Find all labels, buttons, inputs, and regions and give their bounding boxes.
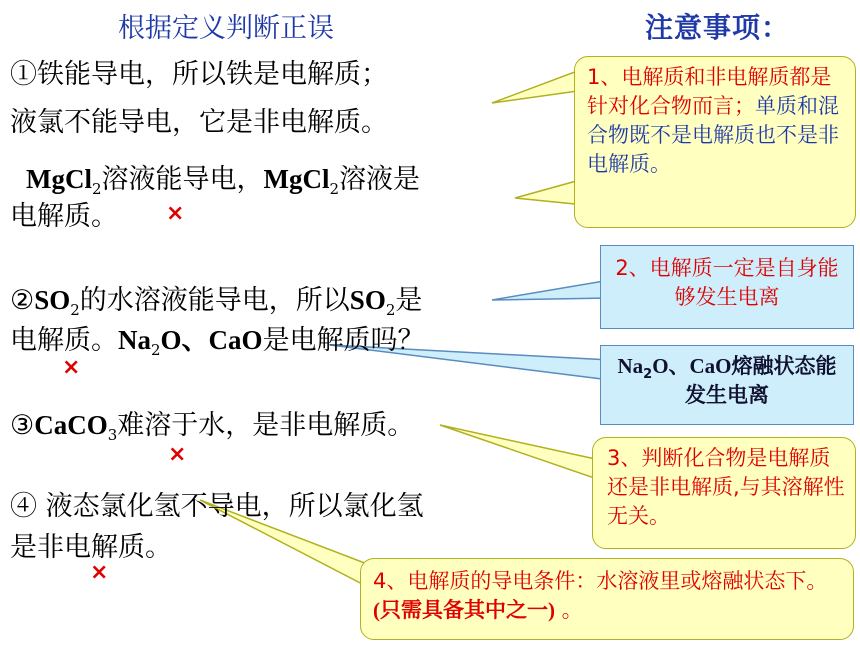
note-1-text: 1、电解质和非电解质都是针对化合物而言； xyxy=(587,65,832,118)
text-part: 的水溶液能导电，所以 xyxy=(79,285,350,316)
note-3-text: 3、判断化合物是电解质还是非电解质,与其溶解性无关。 xyxy=(607,446,845,528)
note-3-box xyxy=(592,437,856,549)
statement-1b-line1 xyxy=(26,162,420,197)
sub-2: 2 xyxy=(329,180,340,198)
formula-so2-b: SO xyxy=(349,285,386,315)
statement-2-line2 xyxy=(10,323,425,358)
formula-na2o: Na xyxy=(118,325,151,355)
note-4-text: 4、电解质的导电条件：水溶液里或熔融状态下。 xyxy=(373,569,828,593)
note-2b-text xyxy=(617,354,836,407)
page-title: 根据定义判断正误 xyxy=(118,13,334,44)
pointer-note2 xyxy=(492,280,610,300)
wrong-mark-3: × xyxy=(168,442,187,467)
sub-2: 2 xyxy=(151,341,161,359)
wrong-mark-1: × xyxy=(166,201,185,226)
note-4-box xyxy=(360,558,854,640)
note-2-text: 2、电解质一定是自身能够发生电离 xyxy=(615,256,839,309)
formula-cao: O、CaO xyxy=(160,325,263,355)
text-part: ③ xyxy=(10,410,35,441)
note-1-box xyxy=(574,56,856,228)
statement-1-line1: ①铁能导电，所以铁是电解质； xyxy=(10,59,388,90)
statement-1-line2: 液氯不能导电，它是非电解质。 xyxy=(10,107,388,138)
note-4-end: 。 xyxy=(555,598,583,622)
text-part: 溶液能导电， xyxy=(101,164,264,195)
sub-2: 2 xyxy=(385,301,396,319)
text-part: 溶液是 xyxy=(339,164,421,195)
pointer-note1-a xyxy=(492,70,585,103)
sub-2: 2 xyxy=(643,367,653,382)
text-part: 电解质。 xyxy=(10,325,118,356)
notes-title: 注意事项： xyxy=(645,11,791,44)
statement-4-line2: 是非电解质。 xyxy=(10,532,172,563)
wrong-mark-2: × xyxy=(62,355,81,380)
statement-3 xyxy=(10,408,414,443)
text-part: 是电解质吗？ xyxy=(262,325,425,356)
note-1-blue-text: 单质和混合物既不是电解质也不是非电解质。 xyxy=(587,94,839,176)
statement-1b-line2: 电解质。 xyxy=(10,201,118,232)
pointer-note3 xyxy=(440,425,600,480)
formula-caco3: CaCO xyxy=(34,410,108,440)
text-part: ② xyxy=(10,285,35,316)
sub-2: 2 xyxy=(91,180,102,198)
formula-so2-a: SO xyxy=(34,285,71,315)
note-4-bold: (只需具备其中之一) xyxy=(373,598,555,622)
text-part: 熔融状态能发生电离 xyxy=(685,354,837,407)
formula-mgcl2-b: MgCl xyxy=(263,164,330,194)
wrong-mark-4: × xyxy=(90,560,109,585)
text-part: 难溶于水，是非电解质。 xyxy=(117,410,415,441)
formula-mgcl2-a: MgCl xyxy=(26,164,92,194)
sub-3: 3 xyxy=(107,426,118,444)
statement-2-line1 xyxy=(10,283,422,318)
note-2-box xyxy=(600,245,854,329)
sub-2: 2 xyxy=(70,301,80,319)
text-part: 是 xyxy=(395,285,423,316)
statement-4-line1: ④ 液态氯化氢不导电，所以氯化氢 xyxy=(10,491,424,522)
formula-na2o: Na xyxy=(617,354,644,378)
note-2b-box xyxy=(600,345,854,425)
formula-cao: O、CaO xyxy=(652,354,732,378)
